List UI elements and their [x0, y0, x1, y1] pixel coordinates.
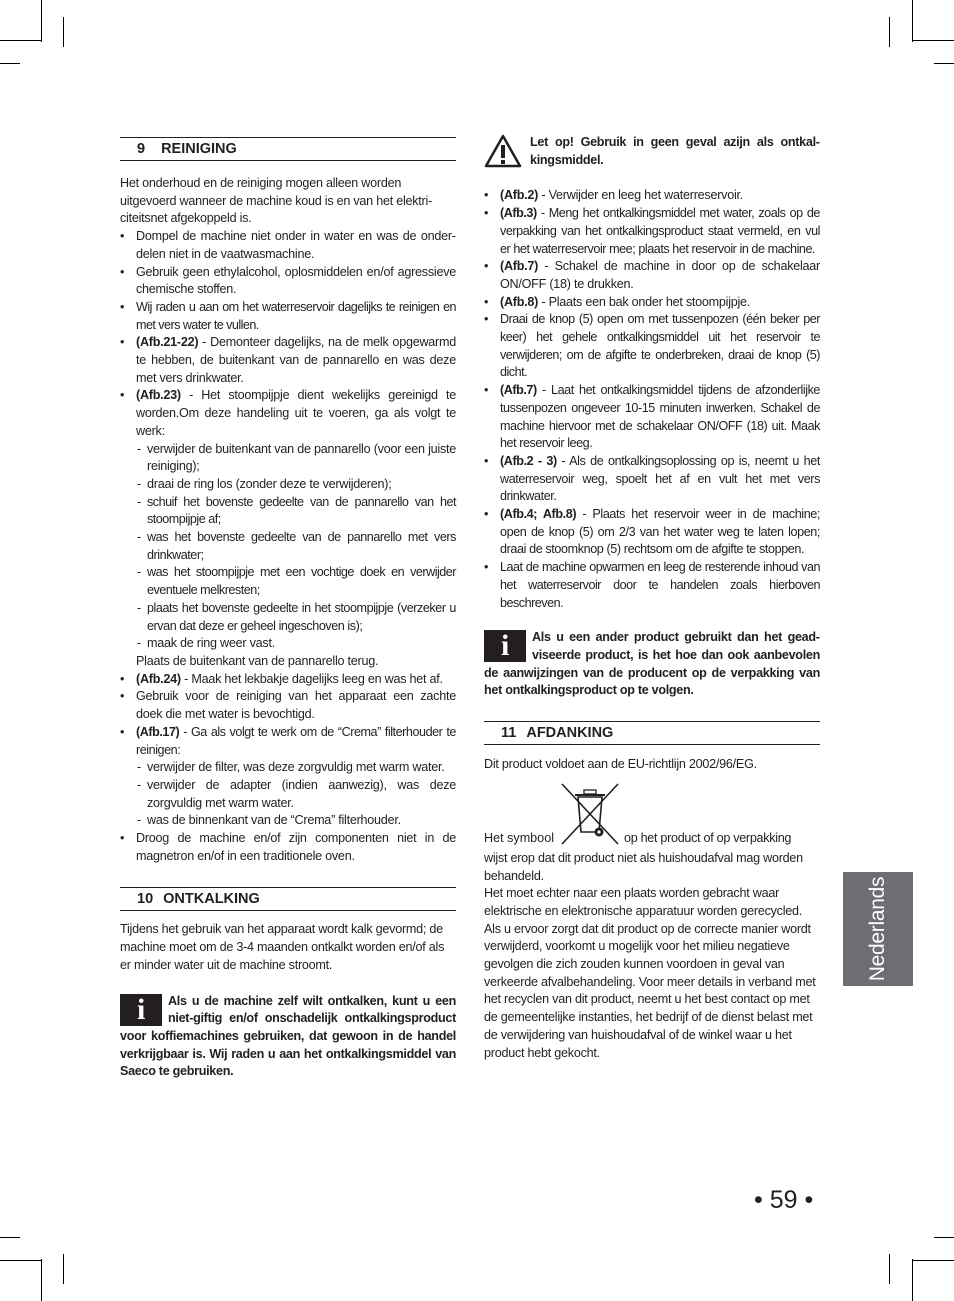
- left-column: [120, 137, 456, 1081]
- list-item: • (Afb.8) - Plaats een bak onder het stoompijpje.: [484, 294, 820, 312]
- intro-text: Het onderhoud en de reiniging mogen alleen worden uitgevoerd wanneer de machine koud is en van het elektriciteitsnet afgekoppeld is.: [120, 176, 433, 226]
- list-item: • Dompel de machine niet onder in water en was de onderdelen niet in de vaatwasmachine.: [120, 228, 456, 263]
- after-text: Plaats de buitenkant van de pannarello terug.: [136, 653, 379, 668]
- disposal-text: Als u ervoor zorgt dat dit product op de correcte manier wordt verwijderd, voorkomt u mogelijk voor het milieu negatieve gevolgen die zich zouden kunnen voordoen in geval van verkeerde afvalbehandeling. Voor meer details in verband met het recyclen van dit product, neemt u het best contact op met de gemeentelijke instanties, het bedrijf of de dienst belast met de verwijdering van huishoudafval of de winkel waar u het product hebt gekocht.: [484, 921, 816, 1060]
- sub-list: [136, 441, 456, 653]
- symbol-text-b: op het product of op verpakking: [624, 830, 792, 845]
- list-item: - schuif het bovenste gedeelte van de pannarello van het stoompijpje af;: [136, 494, 456, 529]
- crossed-bin-icon: [560, 782, 620, 846]
- info-icon: i: [484, 630, 526, 662]
- symbol-row: [484, 774, 820, 850]
- list-item: • (Afb.2) - Verwijder en leeg het waterreservoir.: [484, 187, 820, 205]
- list-item: • (Afb.4; Afb.8) - Plaats het reservoir weer in de machine; open de knop (5) om 2/3 van het water weg te laten lopen; draai de stoomknop (5) rechtsom om de afgifte te stoppen.: [484, 506, 820, 559]
- list-item: - was het stoompijpje met een vochtige doek en verwijder eventuele melkresten;: [136, 564, 456, 599]
- cleaning-list: [120, 228, 456, 865]
- eu-text: Dit product voldoet aan de EU-richtlijn 2002/96/EG.: [484, 757, 757, 772]
- info-note: i Als u een ander product gebruikt dan het geadviseerde product, is het hoe dan ook aanbevolen de aanwijzingen van de producent op de verpakking van het ontkalkingsproduct op te volgen.: [484, 629, 820, 698]
- list-item: - maak de ring weer vast.: [136, 635, 456, 653]
- crop-mark: [41, 1259, 42, 1301]
- crop-mark: [889, 17, 890, 47]
- list-item: • (Afb.24) - Maak het lekbakje dagelijks leeg en was het af.: [120, 671, 456, 689]
- sub-list: [136, 759, 456, 830]
- crop-mark: [934, 1237, 954, 1238]
- list-item: • Droog de machine en/of zijn componenten niet in de magnetron en/of in een traditionele oven.: [120, 830, 456, 865]
- section-heading-reiniging: 9 REINIGING: [120, 137, 456, 161]
- crop-mark: [912, 40, 954, 41]
- list-item: - draai de ring los (zonder deze te verwijderen);: [136, 476, 456, 494]
- list-item: • (Afb.3) - Meng het ontkalkingsmiddel met water, zoals op de verpakking van het ontkalkingsproduct staat vermeld, en vul er het waterreservoir mee; plaats het reservoir in de machine.: [484, 205, 820, 258]
- list-item: • (Afb.21-22) - Demonteer dagelijks, na de melk opgewarmd te hebben, de buitenkant van de pannarello en was deze met vers drinkwater.: [120, 334, 456, 387]
- list-item: - verwijder de filter, was deze zorgvuldig met warm water.: [136, 759, 456, 777]
- right-column: [484, 134, 820, 1062]
- crop-mark: [912, 1260, 954, 1261]
- crop-mark: [912, 1259, 913, 1301]
- warning-note: Let op! Gebruik in geen geval azijn als ontkalkingsmiddel.: [484, 134, 820, 169]
- crop-mark: [63, 17, 64, 47]
- info-icon: i: [120, 994, 162, 1026]
- crop-mark: [63, 1254, 64, 1284]
- descaling-list: [484, 187, 820, 612]
- section-heading-ontkalking: 10 ONTKALKING: [120, 887, 456, 911]
- crop-mark: [0, 40, 42, 41]
- list-item: • (Afb.23) - Het stoompijpje dient wekelijks gereinigd te worden.Om deze handeling uit te voeren, ga als volgt te werk: - verwijder de buitenkant van de pannarello (voor een juiste reiniging); - draai de ring los (zonder deze te verwijderen); - schuif het bovenste gedeelte van de pannarello van het stoompijpje af; - was het bovenste gedeelte van de pannarello met vers drinkwater; - was het stoompijpje met een vochtige doek en verwijder eventuele melkresten; - plaats het bovenste gedeelte in het stoompijpje (verzeker u ervan dat deze er geheel ingeschoven is); - maak de ring weer vast. Plaats de buitenkant van de pannarello terug.: [120, 387, 456, 670]
- list-item: • Laat de machine opwarmen en leeg de resterende inhoud van het waterreservoir door te handelen zoals hierboven beschreven.: [484, 559, 820, 612]
- list-item: • Gebruik geen ethylalcohol, oplosmiddelen en/of agressieve chemische stoffen.: [120, 264, 456, 299]
- crop-mark: [934, 63, 954, 64]
- list-item: • Gebruik voor de reiniging van het apparaat een zachte doek die met water is bevochtigd.: [120, 688, 456, 723]
- list-item: - plaats het bovenste gedeelte in het stoompijpje (verzeker u ervan dat deze er geheel ingeschoven is);: [136, 600, 456, 635]
- list-item: - verwijder de buitenkant van de pannarello (voor een juiste reiniging);: [136, 441, 456, 476]
- list-item: • Draai de knop (5) open om met tussenpozen (één beker per keer) het gehele ontkalkingsmiddel uit het reservoir te verwijderen; om de afgifte te onderbreken, draai de knop (5) dicht.: [484, 311, 820, 382]
- disposal-text: Het moet echter naar een plaats worden gebracht waar elektrische en elektronische apparatuur worden gerecycled.: [484, 886, 803, 918]
- crop-mark: [0, 1260, 42, 1261]
- list-item: • (Afb.2 - 3) - Als de ontkalkingsoplossing op is, neemt u het waterreservoir weg, spoelt het af en vult het met vers drinkwater.: [484, 453, 820, 506]
- symbol-text-a: Het symbool: [484, 830, 554, 845]
- intro-text: Tijdens het gebruik van het apparaat wordt kalk gevormd; de machine moet om de 3-4 maanden ontkalkt worden en/of als er minder water uit de machine stroomt.: [120, 922, 445, 972]
- info-note: i Als u de machine zelf wilt ontkalken, kunt u een niet-giftig en/of onschadelijk ontkalkingsproduct voor koffiemachines gebruiken, dat gewoon in de handel verkrijgbaar is. Wij raden u aan het ontkalkingsmiddel van Saeco te gebruiken.: [120, 992, 456, 1079]
- list-item: • (Afb.7) - Laat het ontkalkingsmiddel tijdens de afzonderlijke tussenpozen ongeveer 10-15 minuten inwerken. Schakel de machine hiervoor met de schakelaar ON/OFF (18) uit. Maak het reservoir leeg.: [484, 382, 820, 453]
- crop-mark: [889, 1254, 890, 1284]
- list-item: • Wij raden u aan om het waterreservoir dagelijks te reinigen en met vers water te vullen.: [120, 299, 456, 334]
- warning-triangle-icon: [484, 134, 522, 168]
- list-item: - was het bovenste gedeelte van de pannarello met vers drinkwater;: [136, 529, 456, 564]
- disposal-text: wijst erop dat dit product niet als huishoudafval mag worden behandeld.: [484, 850, 803, 883]
- list-item: - was de binnenkant van de “Crema” filterhouder.: [136, 812, 456, 830]
- section-heading-afdanking: 11 AFDANKING: [484, 721, 820, 745]
- crop-mark: [0, 1237, 20, 1238]
- list-item: • (Afb.7) - Schakel de machine in door op de schakelaar ON/OFF (18) te drukken.: [484, 258, 820, 293]
- crop-mark: [41, 0, 42, 42]
- page-number: • 59 •: [754, 1186, 814, 1214]
- list-item: - verwijder de adapter (indien aanwezig), was deze zorgvuldig met warm water.: [136, 777, 456, 812]
- language-tab: Nederlands: [843, 872, 913, 986]
- crop-mark: [912, 0, 913, 42]
- list-item: • (Afb.17) - Ga als volgt te werk om de “Crema” filterhouder te reinigen: - verwijder de filter, was deze zorgvuldig met warm water. - verwijder de adapter (indien aanwezig), was deze zorgvuldig met warm water. - was de binnenkant van de “Crema” filterhouder.: [120, 724, 456, 830]
- crop-mark: [0, 63, 20, 64]
